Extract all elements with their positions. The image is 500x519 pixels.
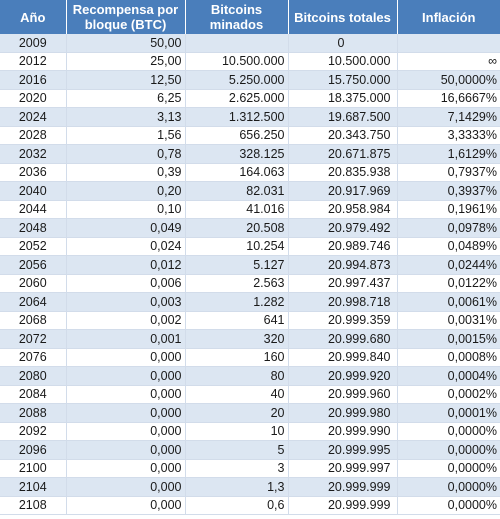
cell-total[interactable]: 20.998.718 — [288, 293, 397, 312]
cell-reward[interactable]: 0,024 — [66, 237, 185, 256]
cell-mined[interactable]: 328.125 — [185, 145, 288, 164]
cell-mined[interactable]: 1.282 — [185, 293, 288, 312]
cell-inflation[interactable]: 0,0002% — [397, 385, 500, 404]
cell-mined[interactable]: 5 — [185, 441, 288, 460]
cell-inflation[interactable]: 0,0001% — [397, 404, 500, 423]
cell-reward[interactable]: 0,000 — [66, 422, 185, 441]
cell-year[interactable]: 2036 — [0, 163, 66, 182]
cell-inflation[interactable]: 0,3937% — [397, 182, 500, 201]
cell-mined[interactable]: 10 — [185, 422, 288, 441]
table-row — [0, 367, 500, 386]
cell-reward[interactable]: 0,000 — [66, 441, 185, 460]
cell-reward[interactable]: 25,00 — [66, 52, 185, 71]
cell-reward[interactable]: 0,000 — [66, 496, 185, 515]
cell-year[interactable]: 2028 — [0, 126, 66, 145]
table-row — [0, 459, 500, 478]
table-row — [0, 422, 500, 441]
cell-reward[interactable]: 0,000 — [66, 478, 185, 497]
table-row — [0, 89, 500, 108]
table-row — [0, 385, 500, 404]
cell-inflation[interactable]: 0,0031% — [397, 311, 500, 330]
cell-inflation[interactable]: 16,6667% — [397, 89, 500, 108]
cell-total[interactable]: 20.835.938 — [288, 163, 397, 182]
table-row — [0, 404, 500, 423]
cell-total[interactable]: 20.999.840 — [288, 348, 397, 367]
cell-total[interactable]: 20.999.990 — [288, 422, 397, 441]
cell-total[interactable]: 20.999.997 — [288, 459, 397, 478]
header-inflation[interactable]: Inflación — [397, 0, 500, 34]
cell-year[interactable]: 2092 — [0, 422, 66, 441]
cell-reward[interactable]: 0,000 — [66, 367, 185, 386]
cell-mined[interactable]: 40 — [185, 385, 288, 404]
cell-reward[interactable]: 0,003 — [66, 293, 185, 312]
cell-reward[interactable]: 0,39 — [66, 163, 185, 182]
table-row — [0, 274, 500, 293]
header-total[interactable]: Bitcoins totales — [288, 0, 397, 34]
table-row — [0, 237, 500, 256]
cell-inflation[interactable]: 3,3333% — [397, 126, 500, 145]
cell-inflation[interactable]: 50,0000% — [397, 71, 500, 90]
cell-total[interactable]: 20.917.969 — [288, 182, 397, 201]
cell-total[interactable]: 20.999.359 — [288, 311, 397, 330]
cell-year[interactable]: 2068 — [0, 311, 66, 330]
cell-year[interactable]: 2088 — [0, 404, 66, 423]
cell-reward[interactable]: 0,78 — [66, 145, 185, 164]
cell-year[interactable]: 2056 — [0, 256, 66, 275]
header-row — [0, 0, 500, 34]
cell-year[interactable]: 2076 — [0, 348, 66, 367]
cell-reward[interactable]: 50,00 — [66, 34, 185, 52]
cell-reward[interactable]: 0,012 — [66, 256, 185, 275]
cell-total[interactable]: 20.999.980 — [288, 404, 397, 423]
table-row — [0, 311, 500, 330]
cell-mined[interactable]: 656.250 — [185, 126, 288, 145]
table-row — [0, 126, 500, 145]
cell-mined[interactable]: 164.063 — [185, 163, 288, 182]
cell-year[interactable]: 2104 — [0, 478, 66, 497]
cell-mined[interactable] — [185, 34, 288, 52]
cell-inflation[interactable]: 1,6129% — [397, 145, 500, 164]
cell-year[interactable]: 2080 — [0, 367, 66, 386]
cell-year[interactable]: 2072 — [0, 330, 66, 349]
cell-inflation[interactable]: 0,0015% — [397, 330, 500, 349]
cell-year[interactable]: 2064 — [0, 293, 66, 312]
cell-inflation[interactable]: 0,0061% — [397, 293, 500, 312]
cell-total[interactable]: 20.999.995 — [288, 441, 397, 460]
cell-mined[interactable]: 41.016 — [185, 200, 288, 219]
cell-year[interactable]: 2009 — [0, 34, 66, 52]
cell-inflation[interactable]: 0,0000% — [397, 441, 500, 460]
cell-mined[interactable]: 82.031 — [185, 182, 288, 201]
cell-mined[interactable]: 160 — [185, 348, 288, 367]
cell-inflation[interactable]: 0,0000% — [397, 478, 500, 497]
cell-reward[interactable]: 0,001 — [66, 330, 185, 349]
cell-mined[interactable]: 0,6 — [185, 496, 288, 515]
cell-total[interactable]: 20.958.984 — [288, 200, 397, 219]
cell-mined[interactable]: 2.563 — [185, 274, 288, 293]
cell-total[interactable]: 20.343.750 — [288, 126, 397, 145]
table-row — [0, 34, 500, 52]
cell-mined[interactable]: 10.500.000 — [185, 52, 288, 71]
cell-mined[interactable]: 320 — [185, 330, 288, 349]
cell-total[interactable]: 20.994.873 — [288, 256, 397, 275]
table-row — [0, 71, 500, 90]
cell-year[interactable]: 2060 — [0, 274, 66, 293]
cell-inflation[interactable]: 7,1429% — [397, 108, 500, 127]
cell-mined[interactable]: 80 — [185, 367, 288, 386]
cell-inflation[interactable]: 0,7937% — [397, 163, 500, 182]
header-year[interactable]: Año — [0, 0, 66, 34]
cell-total[interactable]: 20.999.960 — [288, 385, 397, 404]
cell-total[interactable]: 20.997.437 — [288, 274, 397, 293]
table-row — [0, 52, 500, 71]
cell-mined[interactable]: 5.127 — [185, 256, 288, 275]
cell-mined[interactable]: 2.625.000 — [185, 89, 288, 108]
cell-reward[interactable]: 0,000 — [66, 404, 185, 423]
table-row — [0, 182, 500, 201]
table-row — [0, 108, 500, 127]
cell-mined[interactable]: 1,3 — [185, 478, 288, 497]
cell-year[interactable]: 2044 — [0, 200, 66, 219]
cell-mined[interactable]: 10.254 — [185, 237, 288, 256]
table-row — [0, 256, 500, 275]
cell-total[interactable]: 0 — [288, 34, 397, 52]
table-row — [0, 441, 500, 460]
cell-inflation[interactable] — [397, 34, 500, 52]
cell-reward[interactable]: 3,13 — [66, 108, 185, 127]
cell-mined[interactable]: 1.312.500 — [185, 108, 288, 127]
cell-total[interactable]: 20.989.746 — [288, 237, 397, 256]
cell-inflation[interactable]: 0,0000% — [397, 422, 500, 441]
cell-reward[interactable]: 1,56 — [66, 126, 185, 145]
cell-year[interactable]: 2108 — [0, 496, 66, 515]
cell-total[interactable]: 20.999.999 — [288, 478, 397, 497]
cell-reward[interactable]: 12,50 — [66, 71, 185, 90]
table-row — [0, 348, 500, 367]
table-row — [0, 330, 500, 349]
cell-total[interactable]: 10.500.000 — [288, 52, 397, 71]
cell-mined[interactable]: 20.508 — [185, 219, 288, 238]
cell-mined[interactable]: 3 — [185, 459, 288, 478]
cell-total[interactable]: 20.979.492 — [288, 219, 397, 238]
cell-reward[interactable]: 6,25 — [66, 89, 185, 108]
table-row — [0, 478, 500, 497]
header-reward[interactable]: Recompensa por bloque (BTC) — [66, 0, 185, 34]
cell-inflation[interactable]: 0,0000% — [397, 459, 500, 478]
cell-total[interactable]: 18.375.000 — [288, 89, 397, 108]
table-row — [0, 200, 500, 219]
cell-inflation[interactable]: 0,0489% — [397, 237, 500, 256]
cell-mined[interactable]: 5.250.000 — [185, 71, 288, 90]
cell-inflation[interactable]: 0,0008% — [397, 348, 500, 367]
cell-year[interactable]: 2012 — [0, 52, 66, 71]
table-row — [0, 219, 500, 238]
table-row — [0, 293, 500, 312]
table-row — [0, 496, 500, 515]
cell-reward[interactable]: 0,049 — [66, 219, 185, 238]
cell-year[interactable]: 2020 — [0, 89, 66, 108]
cell-reward[interactable]: 0,000 — [66, 348, 185, 367]
cell-total[interactable]: 19.687.500 — [288, 108, 397, 127]
cell-inflation[interactable]: 0,0122% — [397, 274, 500, 293]
table-row — [0, 163, 500, 182]
cell-total[interactable]: 15.750.000 — [288, 71, 397, 90]
cell-inflation[interactable]: 0,0244% — [397, 256, 500, 275]
cell-year[interactable]: 2052 — [0, 237, 66, 256]
cell-year[interactable]: 2032 — [0, 145, 66, 164]
header-mined[interactable]: Bitcoins minados — [185, 0, 288, 34]
cell-year[interactable]: 2100 — [0, 459, 66, 478]
cell-reward[interactable]: 0,002 — [66, 311, 185, 330]
cell-reward[interactable]: 0,000 — [66, 459, 185, 478]
cell-mined[interactable]: 20 — [185, 404, 288, 423]
cell-reward[interactable]: 0,10 — [66, 200, 185, 219]
cell-year[interactable]: 2040 — [0, 182, 66, 201]
table-row — [0, 145, 500, 164]
cell-year[interactable]: 2084 — [0, 385, 66, 404]
cell-reward[interactable]: 0,20 — [66, 182, 185, 201]
cell-year[interactable]: 2016 — [0, 71, 66, 90]
cell-inflation[interactable]: ∞ — [397, 52, 500, 71]
cell-inflation[interactable]: 0,0978% — [397, 219, 500, 238]
cell-inflation[interactable]: 0,0000% — [397, 496, 500, 515]
cell-inflation[interactable]: 0,1961% — [397, 200, 500, 219]
cell-inflation[interactable]: 0,0004% — [397, 367, 500, 386]
cell-reward[interactable]: 0,006 — [66, 274, 185, 293]
cell-year[interactable]: 2048 — [0, 219, 66, 238]
cell-total[interactable]: 20.999.920 — [288, 367, 397, 386]
cell-reward[interactable]: 0,000 — [66, 385, 185, 404]
table-body — [0, 34, 500, 515]
cell-total[interactable]: 20.999.680 — [288, 330, 397, 349]
cell-year[interactable]: 2096 — [0, 441, 66, 460]
cell-total[interactable]: 20.999.999 — [288, 496, 397, 515]
table-header — [0, 0, 500, 34]
cell-total[interactable]: 20.671.875 — [288, 145, 397, 164]
cell-mined[interactable]: 641 — [185, 311, 288, 330]
cell-year[interactable]: 2024 — [0, 108, 66, 127]
